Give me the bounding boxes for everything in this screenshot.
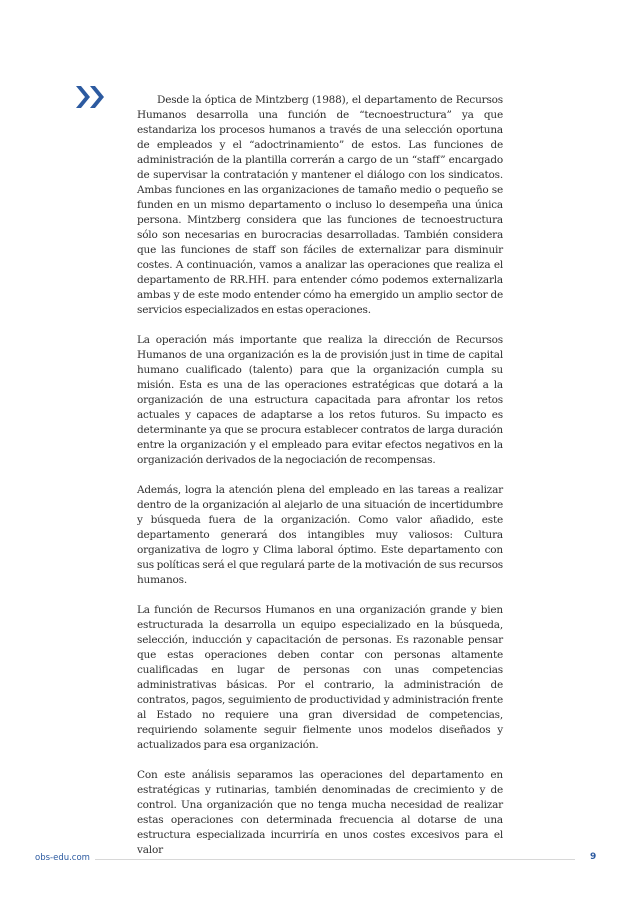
paragraph: Desde la óptica de Mintzberg (1988), el departamento de Recursos Humanos desarrolla una función de “tecnoestructura” ya que estandariza los procesos humanos a través de una selección oportuna de empleados y el “adoctrinamiento” de estos. Las funciones de administración de la plantilla correrán a cargo de un “staff” encargado de supervisar la contratación y mantener el diálogo con los sindicatos. Ambas funciones en las organizaciones de tamaño medio o pequeño se funden en un mismo departamento o incluso lo desempeña una única persona. Mintzberg considera que las funciones de tecnoestructura sólo son necesarias en burocracias desarrolladas. También considera que las funciones de staff son fáciles de externalizar para disminuir costes. A continuación, vamos a analizar las operaciones que realiza el departamento de RR.HH. para entender cómo podemos externalizarla ambas y de este modo entender cómo ha emergido un amplio sector de servicios especializados en estas operaciones. (137, 94, 503, 316)
paragraph: Con este análisis separamos las operaciones del departamento en estratégicas y rutinarias, también denominadas de crecimiento y de control. Una organización que no tenga mucha necesidad de realizar estas operaciones con determinada frecuencia al dotarse de una estructura especializada incurriría en unos costes excesivos para el valor (137, 769, 503, 856)
double-chevron-right-icon (74, 84, 108, 110)
body-text (137, 93, 503, 858)
paragraph: La operación más importante que realiza la dirección de Recursos Humanos de una organización es la de provisión just in time de capital humano cualificado (talento) para que la organización cumpla su misión. Esta es una de las operaciones estratégicas que dotará a la organización de una estructura capacitada para afrontar los retos actuales y capaces de adaptarse a los retos futuros. Su impacto es determinante ya que se procura establecer contratos de larga duración entre la organización y el empleado para evitar efectos negativos en la organización derivados de la negociación de recompensas. (137, 334, 503, 466)
footer-divider (95, 859, 575, 860)
paragraph: La función de Recursos Humanos en una organización grande y bien estructurada la desarrolla un equipo especializado en la búsqueda, selección, inducción y capacitación de personas. Es razonable pensar que estas operaciones deben contar con personas altamente cualificadas en lugar de personas con unas competencias administrativas básicas. Por el contrario, la administración de contratos, pagos, seguimiento de productividad y administración frente al Estado no requiere una gran diversidad de competencias, requiriendo solamente seguir fielmente unos modelos diseñados y actualizados para esa organización. (137, 604, 503, 751)
paragraph: Además, logra la atención plena del empleado en las tareas a realizar dentro de la organización al alejarlo de una situación de incertidumbre y búsqueda fuera de la organización. Como valor añadido, este departamento generará dos intangibles muy valiosos: Cultura organizativa de logro y Clima laboral óptimo. Este departamento con sus políticas será el que regulará parte de la motivación de sus recursos humanos. (137, 484, 503, 586)
page-number: 9 (590, 852, 597, 862)
footer-site-link[interactable]: obs-edu.com (35, 853, 90, 863)
